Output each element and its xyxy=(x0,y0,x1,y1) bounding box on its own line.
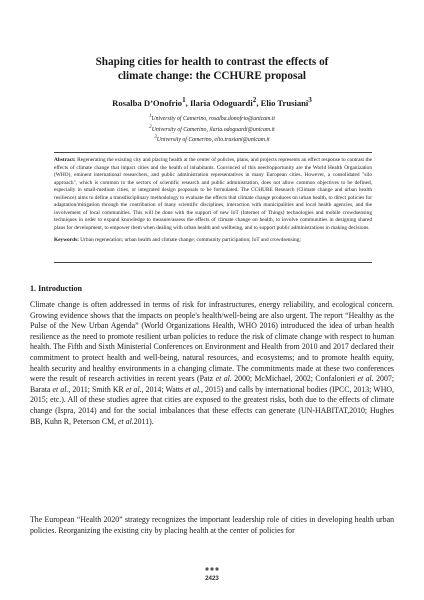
author-affil-marker: 3 xyxy=(308,96,312,104)
citation-etal: et al. xyxy=(185,384,201,394)
affil-marker: 1 xyxy=(148,114,152,119)
abstract-text: Regenerating the existing city and placing health at the center of policies, plans, and projects represents an effect response to contrast the effects of climate change that impact cities and the health of inhabitants. Convinced of this need/opportunity are the World Health Organization (WHO), eminent international researchers, and public administration representatives in many European cities. However, a consolidated "silo approach", which is common to the sectors of scientific research and public administration, does not allow common objectives to be defined, especially in small-medium cities, or integrated design proposals to be formulated. The CCHURE Research (Climate change and urban health resilience) aims to define a transdisciplinary methodology to evaluate the effects that climate change produces on urban health, to direct policies for adaptation/mitigation through the contribution of many scientific disciplines, interaction with municipalities and local health agencies, and the involvement of local communities. This will be done with the support of new IoT (Internet of Things) technologies and mobile crowdsensing techniques in order to expand knowledge to measure/assess the effects of climate change on health, to involve communities in designing shared plans for development, to empower them when dealing with urban health and wellbeing, and to support public administrations in making decisions. xyxy=(54,157,372,231)
affil-text: University of Camerino, elio.trusiani@unicam.it xyxy=(156,136,270,143)
author-affil-marker: 1 xyxy=(182,96,186,104)
citation-etal: et al. xyxy=(125,384,142,394)
page-number: 2423 xyxy=(205,575,219,582)
paragraph-text: 2000; McMichael, 2002; Confalonieri xyxy=(231,374,358,384)
paragraph-text: , 2015) and calls by international bodies (IPCC, 2013; WHO, 2015; etc.). All of these studies agree that cities are exposed to the greatest risks, both due to the effects of climate change (Ispra, 2014) and for the social imbalances that these effects can generate (UN-HABITAT,2010; Hughes BB, Kuhn R, Peterson CM, xyxy=(30,384,394,426)
paragraph-text: 2007; Barata xyxy=(30,374,394,394)
paragraph-text: Climate change is often addressed in terms of risk for infrastructures, energy reliability, and ecological concern. Growing evidence shows that the impacts on people's health/well-being are also urgent. The report “Healthy as the Pulse of the New Urban Agenda” (World Organizations Health, WHO 2016) introduced the idea of urban health resilience as the need to promote resilient urban policies to reduce the risk of climate change with respect to human health. The Fifth and Sixth Ministerial Conferences on Environment and Health from 2010 and 2017 declared their commitment to protect health and well-being, natural resources, and ecosystems; and to promote health equity, health security and healthy environments in a changing climate. The commitments made at these two conferences were the result of research activities in recent years (Patz xyxy=(30,300,394,384)
affiliation xyxy=(30,124,394,135)
affil-marker: 3 xyxy=(154,135,157,141)
abstract-box xyxy=(54,152,372,263)
keywords xyxy=(54,237,372,245)
affiliation xyxy=(30,113,394,124)
citation-etal: et al. xyxy=(52,384,69,394)
intro-paragraph-2: The European “Health 2020” strategy recognizes the important leadership role of cities in developing health urban policies. Reorganizing the existing city by placing health at the center of policies for xyxy=(30,515,394,535)
paragraph-text: , 2011; Smith KR xyxy=(68,384,126,394)
affil-marker: 2 xyxy=(149,124,152,130)
paper-title xyxy=(30,55,394,83)
intro-paragraph-1 xyxy=(30,300,394,427)
abstract xyxy=(54,157,372,232)
paragraph-text: , 2014; Watts xyxy=(141,384,186,394)
author-name: Rosalba D’Onofrio xyxy=(112,97,183,108)
author-list: Rosalba D’Onofrio$^1$, Ilaria Odoguardi$^2$, Elio Trusiani$^3$ xyxy=(112,96,312,108)
author-affil-marker: 2 xyxy=(252,96,257,104)
affiliation xyxy=(30,134,394,145)
citation-etal: et al. xyxy=(357,374,374,384)
keywords-text: Urban regeneration; urban health and climate change; community participation; IoT and crowdsensing; xyxy=(80,237,301,244)
citation-etal: et al. xyxy=(215,374,232,384)
affil-text: University of Camerino, rosalba.donofrio@unicam.it xyxy=(151,115,276,122)
author-name: Elio Trusiani xyxy=(260,97,309,108)
author-name: Ilaria Odoguardi xyxy=(189,97,253,108)
title-line-2: climate change: the CCHURE proposal xyxy=(117,70,307,82)
section-heading: 1. Introduction xyxy=(30,284,83,293)
abstract-label: Abstract: xyxy=(54,157,76,163)
affiliation-list xyxy=(30,113,394,145)
paragraph-text: 2011). xyxy=(133,416,154,426)
keywords-label: Keywords: xyxy=(54,237,79,244)
title-line-1: Shaping cities for health to contrast the effects of xyxy=(95,56,329,68)
affil-text: University of Camerino, ilaria.odoguardi@unicam.it xyxy=(151,126,275,133)
page-ornament-icon xyxy=(204,566,220,572)
citation-etal: et al. xyxy=(118,416,134,426)
